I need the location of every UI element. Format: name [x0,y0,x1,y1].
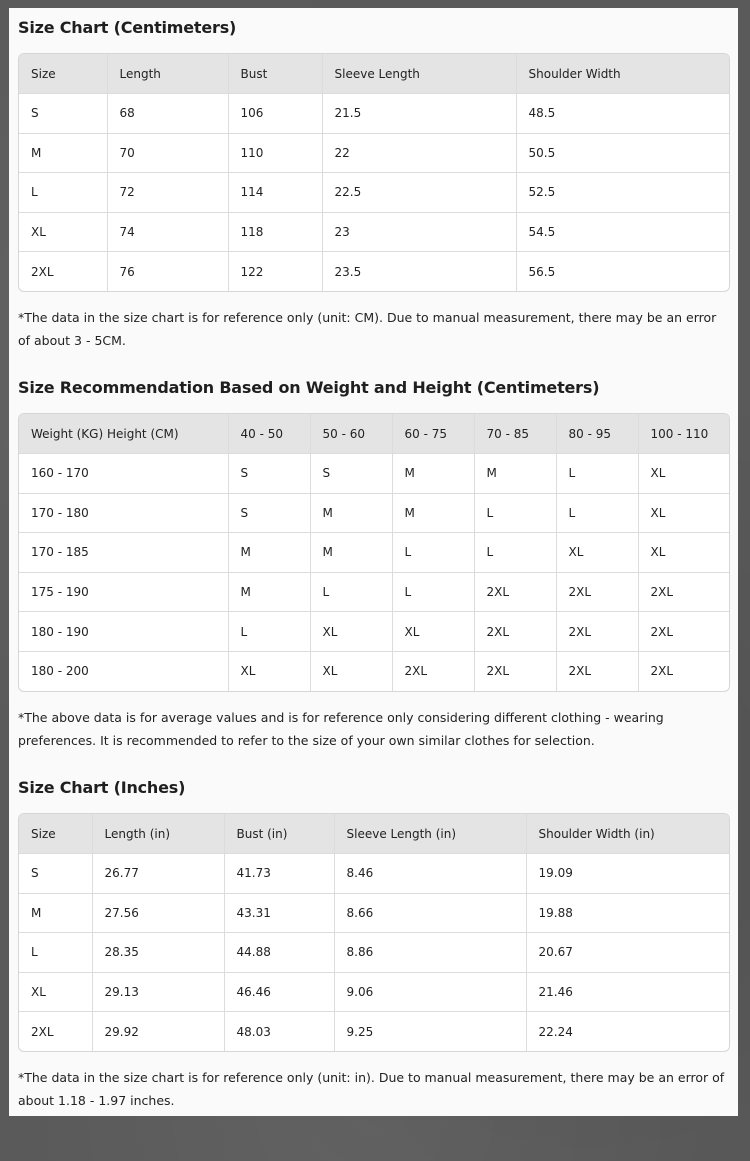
table-cell: 19.88 [526,893,729,933]
table-cell: 56.5 [528,264,556,279]
table-cell: L [474,493,556,533]
table-cell: 2XL [556,612,638,652]
header-cell: Weight (KG) Height (CM) [19,414,228,454]
table-cell: 2XL [474,572,556,612]
table-cell: 2XL [638,612,729,652]
table-cell: 22.24 [538,1024,573,1039]
inch-size-table [18,813,730,1052]
table-cell: S [19,854,92,894]
table-row [19,94,729,134]
table-cell: 106 [228,94,322,134]
table-cell: M [19,133,107,173]
table-cell: 29.92 [92,1012,224,1051]
table-cell: 2XL [474,651,556,690]
header-cell: 40 - 50 [228,414,310,454]
table-cell: XL [638,493,729,533]
table-cell: 110 [228,133,322,173]
table-cell: 54.5 [516,212,729,252]
table-cell: L [310,572,392,612]
header-cell: Sleeve Length [322,54,516,94]
table-row [19,454,729,494]
table-cell: XL [638,533,729,573]
size-guide-panel [9,8,738,1116]
table-cell: 46.46 [224,972,334,1012]
table-cell: 20.67 [526,933,729,973]
table-row [19,612,729,652]
cm-chart-note: *The data in the size chart is for reference only (unit: CM). Due to manual measurement, there may be an error of about 3 - 5CM. [18,310,717,348]
table-cell: 2XL [19,252,107,291]
header-cell: Length [107,54,228,94]
table-cell: 21.5 [322,94,516,134]
table-cell: 2XL [556,572,638,612]
table-cell: 74 [107,212,228,252]
table-cell: 44.88 [224,933,334,973]
table-cell: L [556,493,638,533]
table-cell: 175 - 190 [19,572,228,612]
table-cell: 180 - 200 [19,651,228,690]
table-row [19,651,729,690]
header-cell: 50 - 60 [310,414,392,454]
table-cell: 50.5 [516,133,729,173]
table-cell: 26.77 [92,854,224,894]
table-cell: 23 [322,212,516,252]
table-cell: 23.5 [322,252,516,291]
table-cell: XL [310,651,392,690]
table-cell: XL [310,612,392,652]
table-cell: 22 [322,133,516,173]
table-cell: L [392,533,474,573]
header-cell: 60 - 75 [392,414,474,454]
table-cell: L [392,572,474,612]
table-cell: 114 [228,173,322,213]
table-cell: 2XL [474,612,556,652]
header-cell: Sleeve Length (in) [334,814,526,854]
table-cell: 70 [107,133,228,173]
table-cell: 9.06 [334,972,526,1012]
table-cell: M [392,493,474,533]
table-row [19,493,729,533]
recommendation-note: *The above data is for average values and is for reference only considering different clothing - wearing preferences. It is recommended to refer to the size of your own similar clothes for selection. [18,710,664,748]
header-cell: Length (in) [92,814,224,854]
table-cell: 27.56 [92,893,224,933]
table-cell: XL [19,212,107,252]
header-cell: Bust [228,54,322,94]
inch-chart-note: *The data in the size chart is for reference only (unit: in). Due to manual measurement, there may be an error of about 1.18 - 1.97 inches. [18,1070,725,1108]
table-cell: 68 [107,94,228,134]
table-cell: 160 - 170 [19,454,228,494]
table-row [19,212,729,252]
table-cell: XL [19,972,92,1012]
table-header-row [19,54,729,94]
table-cell: 122 [228,252,322,291]
table-cell: M [474,454,556,494]
table-row [19,972,729,1012]
table-row [19,1012,729,1051]
table-cell: L [19,933,92,973]
table-cell: 2XL [392,651,474,690]
table-cell: XL [556,533,638,573]
table-cell: 2XL [19,1012,92,1051]
cm-size-table [18,53,730,292]
table-row [19,933,729,973]
table-cell: 2XL [556,651,638,690]
table-cell: 41.73 [224,854,334,894]
table-cell: L [474,533,556,573]
table-row [19,173,729,213]
table-cell: 76 [107,252,228,291]
table-cell: M [228,572,310,612]
table-cell: 48.5 [516,94,729,134]
table-cell: 22.5 [322,173,516,213]
recommendation-title: Size Recommendation Based on Weight and Height (Centimeters) [18,378,600,397]
header-cell: 100 - 110 [638,414,729,454]
table-cell: M [228,533,310,573]
table-cell: 2XL [638,572,729,612]
table-cell: S [228,454,310,494]
table-cell: 170 - 180 [19,493,228,533]
header-cell: 70 - 85 [474,414,556,454]
inch-chart-title: Size Chart (Inches) [18,778,186,797]
header-cell: 80 - 95 [556,414,638,454]
table-cell: 21.46 [526,972,729,1012]
table-cell: XL [392,612,474,652]
table-cell: 180 - 190 [19,612,228,652]
header-cell: Shoulder Width [516,54,729,94]
table-header-row [19,814,729,854]
table-cell: L [228,612,310,652]
cm-chart-title: Size Chart (Centimeters) [18,18,237,37]
table-cell: 170 - 185 [19,533,228,573]
table-cell: 28.35 [92,933,224,973]
table-cell: S [228,493,310,533]
table-row [19,533,729,573]
table-cell: 43.31 [224,893,334,933]
table-cell: M [392,454,474,494]
table-cell: S [19,94,107,134]
table-header-row [19,414,729,454]
recommendation-table [18,413,730,692]
table-cell: L [556,454,638,494]
table-row [19,854,729,894]
table-cell: M [19,893,92,933]
table-row [19,252,729,291]
table-cell: 8.46 [334,854,526,894]
table-cell: M [310,493,392,533]
table-cell: XL [638,454,729,494]
table-cell: L [19,173,107,213]
table-cell: 118 [228,212,322,252]
table-cell: 48.03 [224,1012,334,1051]
header-cell: Shoulder Width (in) [526,814,729,854]
table-cell: XL [228,651,310,690]
table-cell: 29.13 [92,972,224,1012]
table-cell: 19.09 [526,854,729,894]
table-cell: 8.66 [334,893,526,933]
header-cell: Bust (in) [224,814,334,854]
table-row [19,893,729,933]
table-cell: S [310,454,392,494]
header-cell: Size [19,814,92,854]
table-cell: 2XL [650,664,674,679]
table-row [19,133,729,173]
table-row [19,572,729,612]
table-cell: 8.86 [334,933,526,973]
table-cell: 72 [107,173,228,213]
table-cell: M [310,533,392,573]
header-cell: Size [19,54,107,94]
table-cell: 52.5 [516,173,729,213]
table-cell: 9.25 [334,1012,526,1051]
